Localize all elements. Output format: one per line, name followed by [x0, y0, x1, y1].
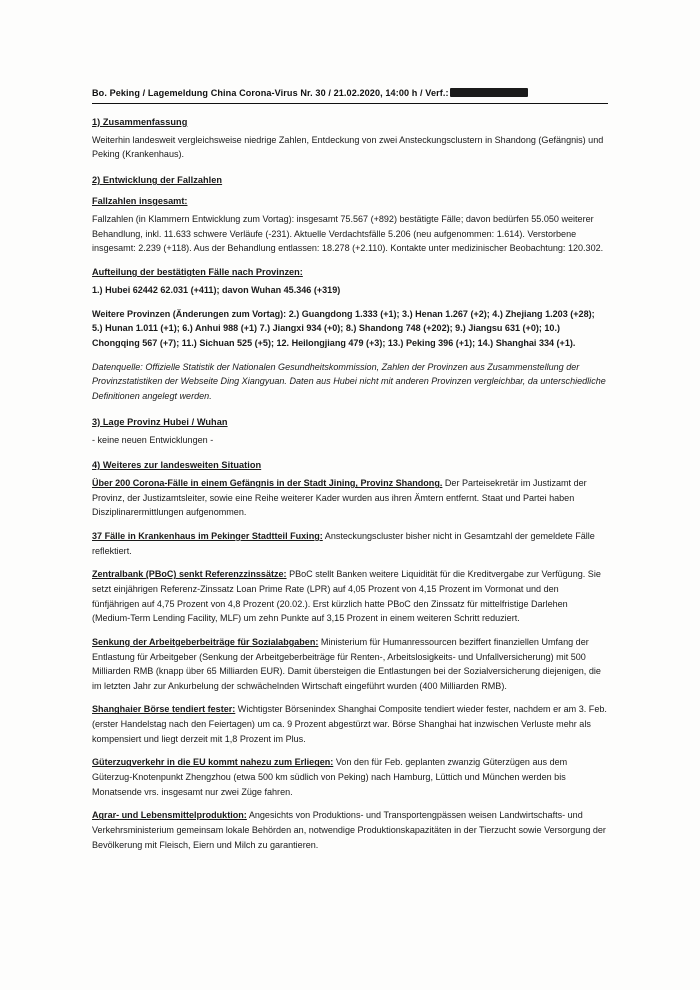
item-gefaengnis-jining-lead: Über 200 Corona-Fälle in einem Gefängnis in der Stadt Jining, Provinz Shandong. — [92, 478, 443, 489]
document-header — [92, 88, 607, 100]
item-zentralbank-pboc-lead: Zentralbank (PBoC) senkt Referenzzinssätze: — [92, 569, 287, 580]
source-note: Datenquelle: Offizielle Statistik der Nationalen Gesundheitskommission, Zahlen der Provinzen aus Zusammenstellung der Provinzstatistiken der Webseite Ding Xiangyuan. Daten aus Hubei nicht mit anderen Provinzen vergleichbar, da unterschiedliche Definitionen angelegt werden. — [92, 361, 606, 401]
section-heading-zusammenfassung: 1) Zusammenfassung — [92, 116, 188, 127]
item-shanghaier-boerse — [92, 702, 607, 746]
provinces-others-text: Weitere Provinzen (Änderungen zum Vortag): 2.) Guangdong 1.333 (+1); 3.) Henan 1.267 (+2); 4.) Zhejiang 1.203 (+28); 5.) Hunan 1.011 (+1); 6.) Anhui 988 (+1) 7.) Jiangxi 934 (+0); 8.) Shandong 748 (+202); 9.) Jiangsu 631 (+0); 10.) Chongqing 567 (+7); 11.) Sichuan 525 (+5); 12. Heilongjiang 479 (+3); 13.) Peking 396 (+1); 14.) Shanghai 334 (+1). — [92, 308, 595, 348]
section-heading-lage-hubei: 3) Lage Provinz Hubei / Wuhan — [92, 416, 228, 427]
item-zentralbank-pboc-text: PBoC stellt Banken weitere Liquidität für die Kreditvergabe zur Verfügung. Sie setzt einjährigen Referenz-Zinssatz Loan Prime Rate (LPR) auf 4,05 Prozent von 4,15 Prozent im Vormonat und den fünfjährigen auf 4,75 Prozent von 4,8 Prozent (20.02.). Erst kürzlich hatte PBoC den Zinssatz für mittelfristige Darlehen (Medium-Term Lending Facility, MLF) um zehn Punkte auf 3,15 Prozent in einem weiteren Schritt reduziert. — [92, 569, 601, 624]
item-gueterzugverkehr-text: Von den für Feb. geplanten zwanzig Güterzügen aus dem Güterzug-Knotenpunkt Zhengzhou (etwa 500 km südlich von Peking) nach Hamburg, Lüttich und München werden bis Monatsende vrs. insgesamt nur zwei Züge fahren. — [92, 757, 568, 797]
item-gefaengnis-jining-text: Der Parteisekretär im Justizamt der Provinz, der Justizamtsleiter, sowie eine Reihe weiterer Kader wurden aus ihren Ämtern entfernt. Staat und Partei haben Disziplinarermittlungen aufgenommen. — [92, 478, 587, 518]
header-divider — [92, 103, 608, 104]
document-content — [92, 88, 607, 861]
section-heading-entwicklung: 2) Entwicklung der Fallzahlen — [92, 175, 223, 186]
item-sozialabgaben-text: Ministerium für Humanressourcen beziffert finanziellen Umfang der Entlastung für Arbeitgeber (Senkung der Arbeitgeberbeiträge für Renten-, Arbeitslosigkeits- und Unfallversicherung) mit 500 Milliarden RMB (knapp über 65 Milliarden EUR). Damit übersteigen die Entlastungen bei der Sozialversicherung diejenigen, die im letzten Jahr zur Ankurbelung der schwächelnden Wirtschaft eingeführt wurden (400 Milliarden RMB). — [92, 636, 601, 691]
item-shanghaier-boerse-text: Wichtigster Börsenindex Shanghai Composite tendiert wieder fester, nachdem er am 3. Feb. (erster Handelstag nach den Feiertagen) um ca. 9 Prozent abgestürzt war. Börse Shanghai hat inzwischen Verluste mehr als kompensiert und liegt derzeit mit 1,8 Prozent im Plus. — [92, 704, 607, 744]
item-gueterzugverkehr-lead: Güterzugverkehr in die EU kommt nahezu zum Erliegen: — [92, 757, 334, 768]
item-shanghaier-boerse-lead: Shanghaier Börse tendiert fester: — [92, 704, 236, 715]
item-zentralbank-pboc — [92, 567, 607, 626]
provinces-line-others — [92, 307, 607, 351]
item-gefaengnis-jining — [92, 476, 607, 520]
item-krankenhaus-fuxing-text: Ansteckungscluster bisher nicht in Gesamtzahl der gemeldete Fälle reflektiert. — [92, 531, 595, 556]
provinces-line-hubei — [92, 283, 607, 298]
item-gueterzugverkehr — [92, 755, 607, 799]
paragraph-lage-hubei: - keine neuen Entwicklungen - — [92, 434, 214, 445]
paragraph-fallzahlen-insgesamt: Fallzahlen (in Klammern Entwicklung zum Vortag): insgesamt 75.567 (+892) bestätigte Fälle; davon bedürfen 55.050 weiterer Behandlung, inkl. 11.633 schwere Verläufe (-231). Aktuelle Verdachtsfälle 5.206 (neu aufgenommen: 1.614). Verstorbene insgesamt: 2.239 (+118). Aus der Behandlung entlassen: 18.278 (+2.110). Kontakte unter medizinischer Beobachtung: 120.302. — [92, 214, 604, 254]
subheading-aufteilung-provinzen: Aufteilung der bestätigten Fälle nach Provinzen: — [92, 267, 303, 278]
redacted-name-block — [450, 88, 528, 97]
item-krankenhaus-fuxing — [92, 529, 607, 558]
provinces-hubei-text: 1.) Hubei 62442 62.031 (+411); davon Wuhan 45.346 (+319) — [92, 285, 341, 296]
item-agrar-lebensmittel — [92, 808, 607, 852]
item-sozialabgaben-lead: Senkung der Arbeitgeberbeiträge für Sozialabgaben: — [92, 636, 319, 647]
item-agrar-lebensmittel-lead: Agrar- und Lebensmittelproduktion: — [92, 810, 247, 821]
paragraph-zusammenfassung: Weiterhin landesweit vergleichsweise niedrige Zahlen, Entdeckung von zwei Ansteckungsclustern in Shandong (Gefängnis) und Peking (Krankenhaus). — [92, 134, 604, 160]
item-agrar-lebensmittel-text: Angesichts von Produktions- und Transportengpässen weisen Landwirtschafts- und Verkehrsministerium gemeinsam lokale Behörden an, notwendige Produktionskapazitäten in der Tierzucht sowie Versorgung der Bevölkerung mit Fleisch, Eiern und Milch zu garantieren. — [92, 810, 606, 850]
item-sozialabgaben — [92, 635, 607, 694]
document-header-text: Bo. Peking / Lagemeldung China Corona-Virus Nr. 30 / 21.02.2020, 14:00 h / Verf.: — [92, 88, 449, 98]
item-krankenhaus-fuxing-lead: 37 Fälle in Krankenhaus im Pekinger Stadtteil Fuxing: — [92, 531, 323, 542]
subheading-fallzahlen-insgesamt: Fallzahlen insgesamt: — [92, 196, 188, 207]
section-heading-weiteres: 4) Weiteres zur landesweiten Situation — [92, 460, 262, 471]
